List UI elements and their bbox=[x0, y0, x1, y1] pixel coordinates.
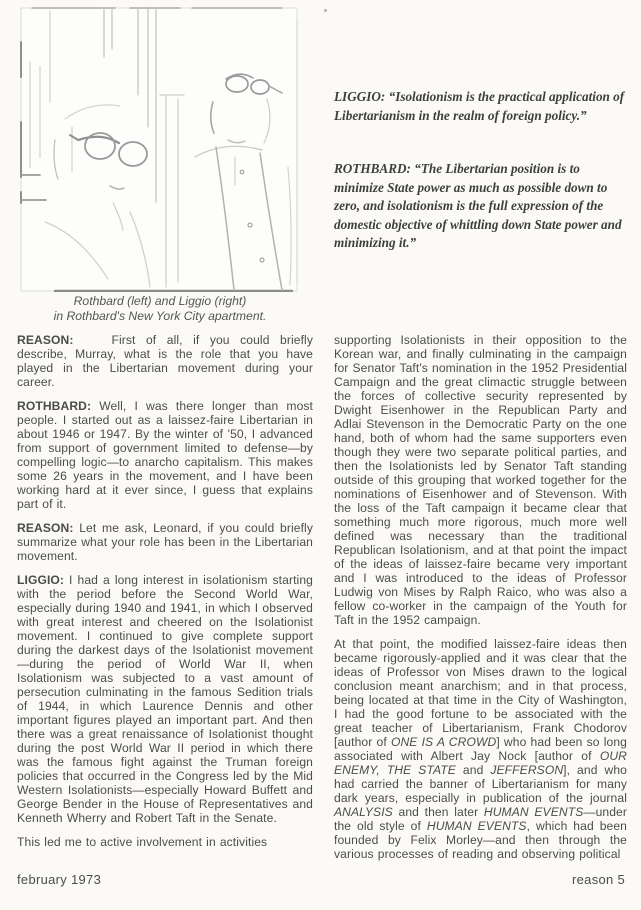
interview-paragraph: This led me to active involvement in activities bbox=[17, 835, 268, 849]
quote-text: “The Libertarian position is to minimize State power as much as possible down to zero, and isolationism is the full expression of the domestic objective of whittling down State power and minimizing it.” bbox=[334, 161, 622, 250]
pull-quote-rothbard bbox=[334, 160, 628, 253]
photo-caption bbox=[12, 294, 308, 324]
photo-sketch-icon bbox=[20, 7, 298, 292]
scan-speck bbox=[324, 9, 327, 12]
caption-line-1: Rothbard (left) and Liggio (right) bbox=[73, 294, 247, 308]
quote-speaker: LIGGIO: bbox=[334, 89, 386, 104]
caption-line-2: in Rothbard's New York City apartment. bbox=[53, 309, 267, 323]
pull-quote-liggio bbox=[334, 88, 628, 125]
quote-text: “Isolationism is the practical application of Libertarianism in the realm of foreign policy.” bbox=[334, 89, 625, 123]
footer-page-number: reason 5 bbox=[572, 872, 625, 887]
footer-issue-date: february 1973 bbox=[17, 872, 102, 887]
photo-figure bbox=[20, 7, 298, 292]
interview-paragraph: REASON: First of all, if you could briefly describe, Murray, what is the role that you have played in the Libertarian movement during your career. bbox=[17, 333, 313, 389]
interview-paragraph: LIGGIO: I had a long interest in isolationism starting with the period before the Second World War, especially during 1940 and 1941, in which I observed with great interest and cheered on the Isolationist movement. I continued to give complete support during the darkest days of the Isolationist movement—during the period of World War II, when Isolationism was subjected to a vast amount of persecution culminating in the famous Sedition trials of 1944, in which Laurence Dennis and other important figures played an important part. And then there was a great renaissance of Isolationist thought during the post World War II period in which there was the famous fight against the Truman foreign policies that occurred in the Congress led by the Mid Western Isolationists—especially Howard Buffett and George Bender in the House of Representatives and Kenneth Wherry and Robert Taft in the Senate. bbox=[17, 573, 313, 825]
interview-paragraph: ROTHBARD: Well, I was there longer than most people. I started out as a laissez-faire Libertarian in about 1946 or 1947. By the winter of '50, I advanced from support of government limited to defense—by compelling logic—to anarcho capitalism. This makes some 26 years in the movement, and I have been working hard at it ever since, I guess that explains part of it. bbox=[17, 399, 313, 511]
quote-speaker: ROTHBARD: bbox=[334, 161, 411, 176]
interview-paragraph: supporting Isolationists in their opposition to the Korean war, and finally culminating in the campaign for Senator Taft's nomination in the 1952 Presidential Campaign and the great climactic struggle between the forces of collective security represented by Dwight Eisenhower in the Republican Party and Adlai Stevenson in the Democratic Party on the one hand, both of whom had the same supporters even though they were two separate political parties, and then the Isolationists led by Senator Taft standing outside of this grouping that worked together for the nominations of Eisenhower and of Stevenson. With the loss of the Taft campaign it became clear that something much more rigorous, much more well defined was necessary than the traditional Republican Isolationism, and at that point the impact of the ideas of laissez-faire became very important and I was introduced to the ideas of Professor Ludwig von Mises by Ralph Raico, who was also a fellow co-worker in the campaign of the Youth for Taft in the 1952 campaign. bbox=[334, 333, 627, 627]
interview-paragraph: At that point, the modified laissez-faire ideas then became rigorously-applied and it was clear that the ideas of Professor von Mises drawn to the logical conclusion meant anarchism; and in that process, being located at that time in the City of Washington, I had the good fortune to be associated with the great teacher of Libertarianism, Frank Chodorov [author of ONE IS A CROWD] who had been so long associated with Albert Jay Nock [author of OUR ENEMY, THE STATE and JEFFERSON], and who had carried the banner of Libertarianism for many dark years, especially in publication of the journal ANALYSIS and then later HUMAN EVENTS—under the old style of HUMAN EVENTS, which had been founded by Felix Morley—and then through the various processes of reading and observing political bbox=[334, 637, 628, 861]
interview-left-column bbox=[17, 333, 313, 859]
pull-quotes bbox=[334, 88, 628, 288]
interview-right-column bbox=[334, 333, 627, 871]
interview-paragraph: REASON: Let me ask, Leonard, if you could briefly summarize what your role has been in the Libertarian movement. bbox=[17, 521, 313, 563]
